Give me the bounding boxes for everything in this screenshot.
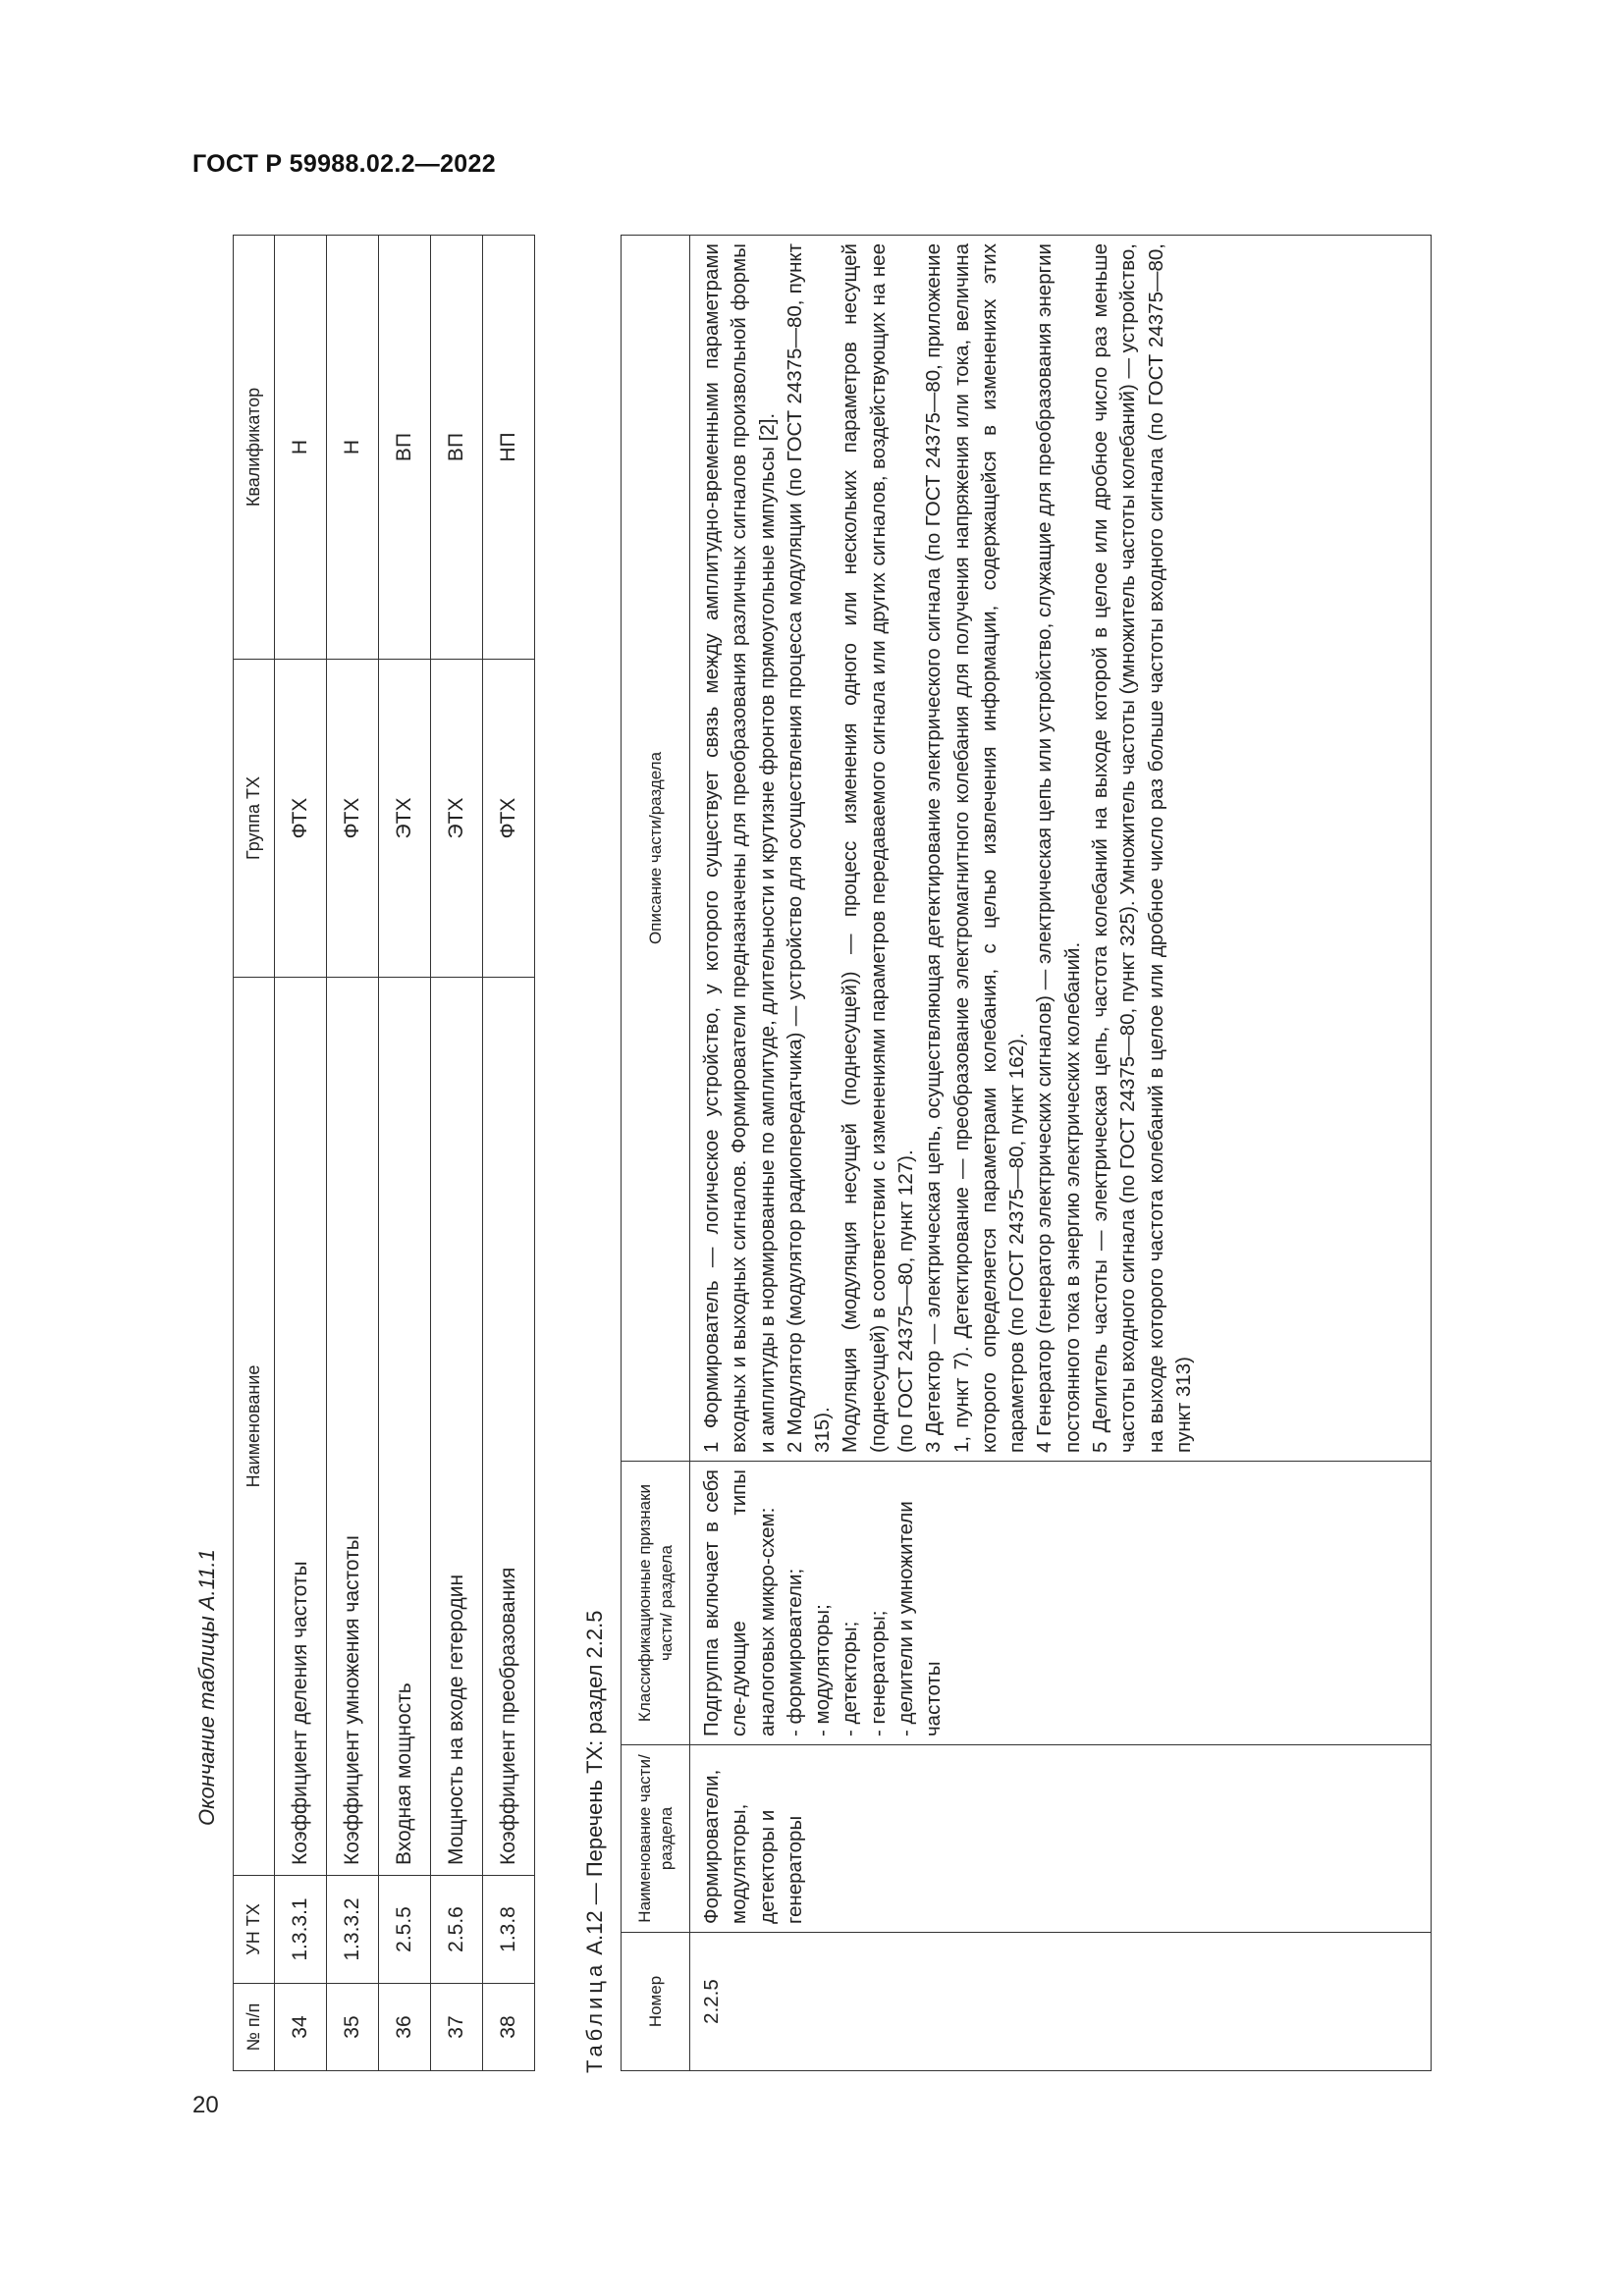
- list-item: - генераторы;: [866, 1610, 890, 1736]
- row-qualifier: ВП: [431, 236, 483, 660]
- row-code: 1.3.8: [483, 1876, 535, 1984]
- row-num: 36: [379, 1984, 431, 2071]
- row-group: ФТХ: [327, 660, 379, 978]
- row-code: 1.3.3.2: [327, 1876, 379, 1984]
- row-name: Коэффициент умножения частоты: [327, 978, 379, 1876]
- page-number: 20: [192, 2092, 219, 2118]
- row-qualifier: ВП: [379, 236, 431, 660]
- row-qualifier: Н: [275, 236, 327, 660]
- table-row: [379, 236, 431, 2071]
- section-description: [690, 236, 1432, 1462]
- description-paragraph: 2 Модулятор (модулятор радиопередатчика) — устройство для осуществления процесса модуляции (по ГОСТ 24375—80, пункт 315).: [783, 243, 835, 1453]
- document-code-header: ГОСТ Р 59988.02.2—2022: [192, 150, 496, 178]
- table-a12-header-features: Классификационные признаки части/ раздела: [622, 1462, 690, 1745]
- row-name: Коэффициент преобразования: [483, 978, 535, 1876]
- row-group: ЭТХ: [431, 660, 483, 978]
- table-row: [327, 236, 379, 2071]
- table-a12-caption-prefix: Таблица: [582, 1960, 607, 2073]
- list-item: - делители и умножители частоты: [893, 1501, 946, 1736]
- section-number: 2.2.5: [690, 1933, 1432, 2071]
- row-num: 38: [483, 1984, 535, 2071]
- row-name: Коэффициент деления частоты: [275, 978, 327, 1876]
- description-paragraph: 4 Генератор (генератор электрических сигналов) — электрическая цепь или устройство, служащие для преобразования энергии постоянного тока в энергию электрических колебаний.: [1033, 243, 1084, 1453]
- row-group: ФТХ: [483, 660, 535, 978]
- features-intro: Подгруппа включает в себя сле-дующие типы аналоговых микро-схем:: [700, 1469, 779, 1736]
- section-name: Формирователи, модуляторы, детекторы и генераторы: [690, 1745, 1432, 1933]
- description-paragraph: 3 Детектор — электрическая цепь, осуществляющая детектирование электрического сигнала (по ГОСТ 24375—80, приложение 1, пункт 7). Детектирование — преобразование электромагнитного колебания для получения напряжения или тока, величина которого определяется параметрами колебания, с целью извлечения информации, содержащейся в изменениях этих параметров (по ГОСТ 24375—80, пункт 162).: [922, 243, 1029, 1453]
- row-num: 37: [431, 1984, 483, 2071]
- table-a11-header-name: Наименование: [234, 978, 275, 1876]
- list-item: - формирователи;: [783, 1568, 806, 1736]
- row-name: Входная мощность: [379, 978, 431, 1876]
- description-paragraph: 5 Делитель частоты — электрическая цепь, частота колебаний на выходе которой в целое или дробное число раз меньше частоты входного сигнала (по ГОСТ 24375—80, пункт 325). Умножитель частоты (умножитель частоты колебаний) — устройство, на выходе которого частота колебаний в целое или дробное число раз больше частоты входного сигнала (по ГОСТ 24375—80, пункт 313): [1088, 243, 1195, 1453]
- description-paragraph: 1 Формирователь — логическое устройство, у которого существует связь между амплитудно-временными параметрами входных и выходных сигналов. Формирователи предназначены для преобразования различных сигналов произвольной формы и амплитуды в нормированные по амплитуде, длительности и крутизне фронтов прямоугольные импульсы [2].: [700, 243, 779, 1453]
- table-a11-header-qualifier: Квалификатор: [234, 236, 275, 660]
- section-features: [690, 1462, 1432, 1745]
- row-qualifier: НП: [483, 236, 535, 660]
- list-item: - модуляторы;: [811, 1604, 835, 1736]
- table-a11-header-group: Группа ТХ: [234, 660, 275, 978]
- table-a11-header-num: № п/п: [234, 1984, 275, 2071]
- table-a11-header-code: УН ТХ: [234, 1876, 275, 1984]
- table-a12-header-number: Номер: [622, 1933, 690, 2071]
- row-group: ЭТХ: [379, 660, 431, 978]
- table-row: [431, 236, 483, 2071]
- row-code: 2.5.5: [379, 1876, 431, 1984]
- table-a12-wrapper: [621, 236, 1432, 2071]
- description-paragraph: Модуляция (модуляция несущей (поднесущей)) — процесс изменения одного или нескольких параметров несущей (поднесущей) в соответствии с изменениями параметров передаваемого сигнала или других сигналов, воздействующих на нее (по ГОСТ 24375—80, пункт 127).: [839, 243, 917, 1453]
- table-a11: [233, 235, 535, 2071]
- table-a12-header-description: Описание части/раздела: [622, 236, 690, 1462]
- row-num: 35: [327, 1984, 379, 2071]
- row-qualifier: Н: [327, 236, 379, 660]
- table-a11-wrapper: [233, 236, 535, 2071]
- table-a12: [621, 235, 1432, 2071]
- row-group: ФТХ: [275, 660, 327, 978]
- table-a12-caption-title: А.12 — Перечень ТХ: раздел 2.2.5: [582, 1610, 607, 1961]
- table-row: [483, 236, 535, 2071]
- row-code: 2.5.6: [431, 1876, 483, 1984]
- row-code: 1.3.3.1: [275, 1876, 327, 1984]
- table-a11-caption: Окончание таблицы А.11.1: [194, 1549, 219, 1826]
- table-row: [275, 236, 327, 2071]
- table-row: [690, 236, 1432, 2071]
- list-item: - детекторы;: [839, 1621, 862, 1736]
- table-a12-caption: [582, 1523, 608, 2073]
- row-num: 34: [275, 1984, 327, 2071]
- row-name: Мощность на входе гетеродин: [431, 978, 483, 1876]
- table-a12-header-name: Наименование части/раздела: [622, 1745, 690, 1933]
